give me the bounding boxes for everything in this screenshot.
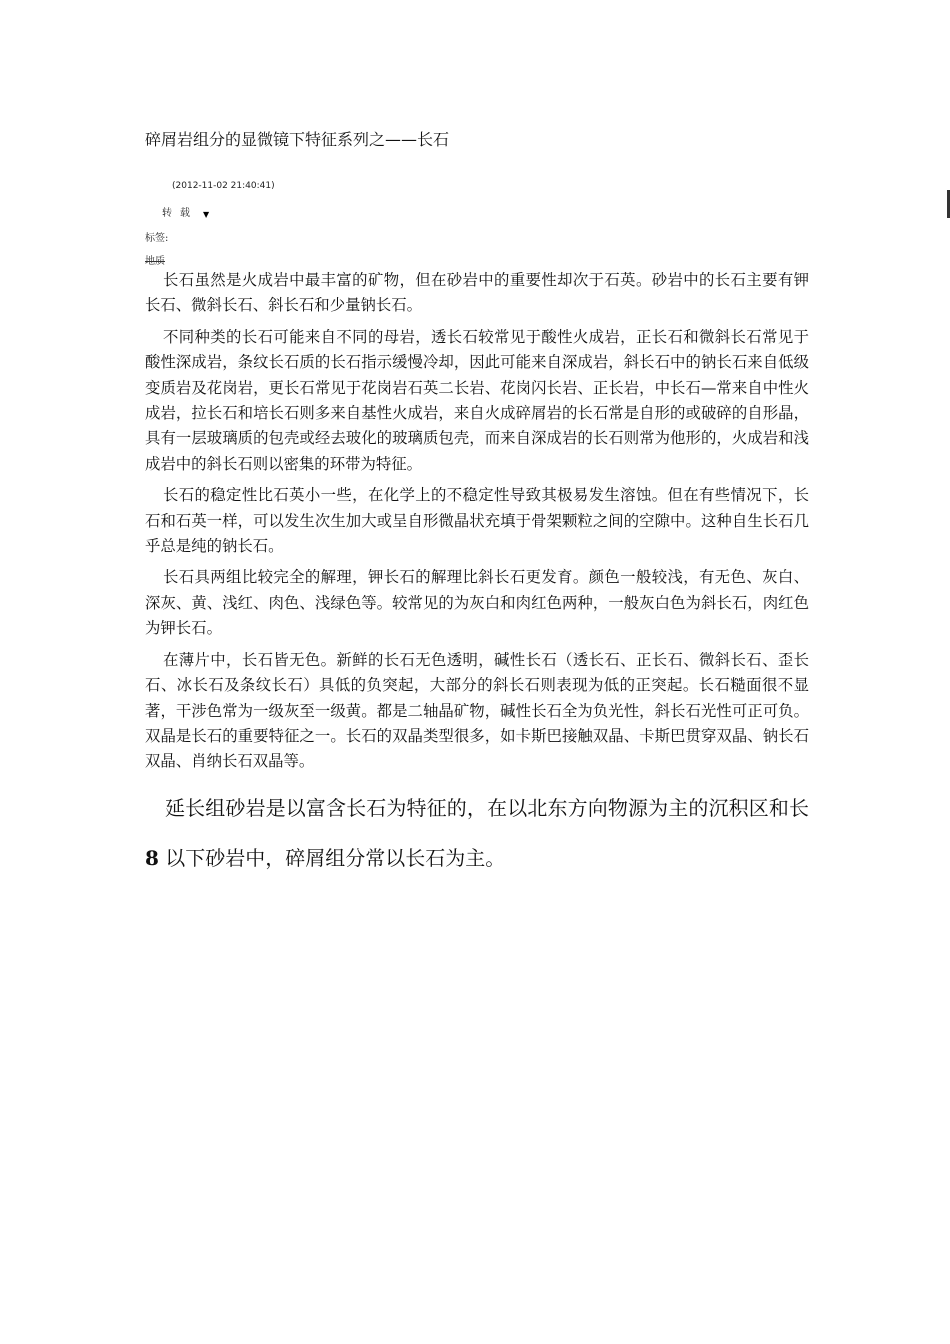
article-paragraph: 长石的稳定性比石英小一些，在化学上的不稳定性导致其极易发生溶蚀。但在有些情况下，长石和石英一样，可以发生次生加大或呈自形微晶状充填于骨架颗粒之间的空隙中。这种自生长石几乎总是纯的钠长石。: [145, 486, 809, 556]
closing-text-start: 延长组砂岩是以富含长石为特征的，在以北东方向物源为主的沉积区和长: [165, 795, 809, 820]
article-paragraph: 长石具两组比较完全的解理，钾长石的解理比斜长石更发育。颜色一般较浅，有无色、灰白、深灰、黄、浅红、肉色、浅绿色等。较常见的为灰白和肉红色两种，一般灰白色为斜长石，肉红色为钾长石。: [145, 568, 809, 638]
tags-label: 标签:: [145, 233, 169, 244]
page-title: 碎屑岩组分的显微镜下特征系列之——长石: [145, 130, 450, 149]
article-paragraph: 不同种类的长石可能来自不同的母岩，透长石较常见于酸性火成岩，正长石和微斜长石常见于酸性深成岩，条纹长石质的长石指示缓慢冷却，因此可能来自深成岩，斜长石中的钠长石来自低级变质岩及花岗岩，更长石常见于花岗岩石英二长岩、花岗闪长岩、正长岩，中长石—常来自中性火成岩，拉长石和培长石则多来自基性火成岩，来自火成碎屑岩的长石常是自形的或破碎的自形晶，具有一层玻璃质的包壳或经去玻化的玻璃质包壳，而来自深成岩的长石则常为他形的，火成岩和浅成岩中的斜长石则以密集的环带为特征。: [145, 327, 809, 473]
closing-paragraph: [145, 783, 809, 883]
closing-bold-number: 8: [145, 845, 159, 870]
article-paragraph: 在薄片中，长石皆无色。新鲜的长石无色透明，碱性长石（透长石、正长石、微斜长石、歪长石、冰长石及条纹长石）具低的负突起，大部分的斜长石则表现为低的正突起。长石糙面很不显著，干涉色常为一级灰至一级黄。都是二轴晶矿物，碱性长石全为负光性，斜长石光性可正可负。双晶是长石的重要特征之一。长石的双晶类型很多，如卡斯巴接触双晶、卡斯巴贯穿双晶、钠长石双晶、肖纳长石双晶等。: [145, 650, 809, 771]
article-body: [145, 268, 809, 883]
tag-link-geology[interactable]: 地质: [145, 256, 165, 267]
repost-button[interactable]: 转载: [162, 208, 198, 219]
article-paragraph: 长石虽然是火成岩中最丰富的矿物，但在砂岩中的重要性却次于石英。砂岩中的长石主要有钾长石、微斜长石、斜长石和少量钠长石。: [145, 271, 809, 315]
dropdown-arrow-icon[interactable]: ▼: [203, 210, 210, 219]
closing-text-end: 以下砂岩中，碎屑组分常以长石为主。: [165, 845, 506, 870]
post-timestamp: (2012-11-02 21:40:41): [172, 181, 275, 191]
